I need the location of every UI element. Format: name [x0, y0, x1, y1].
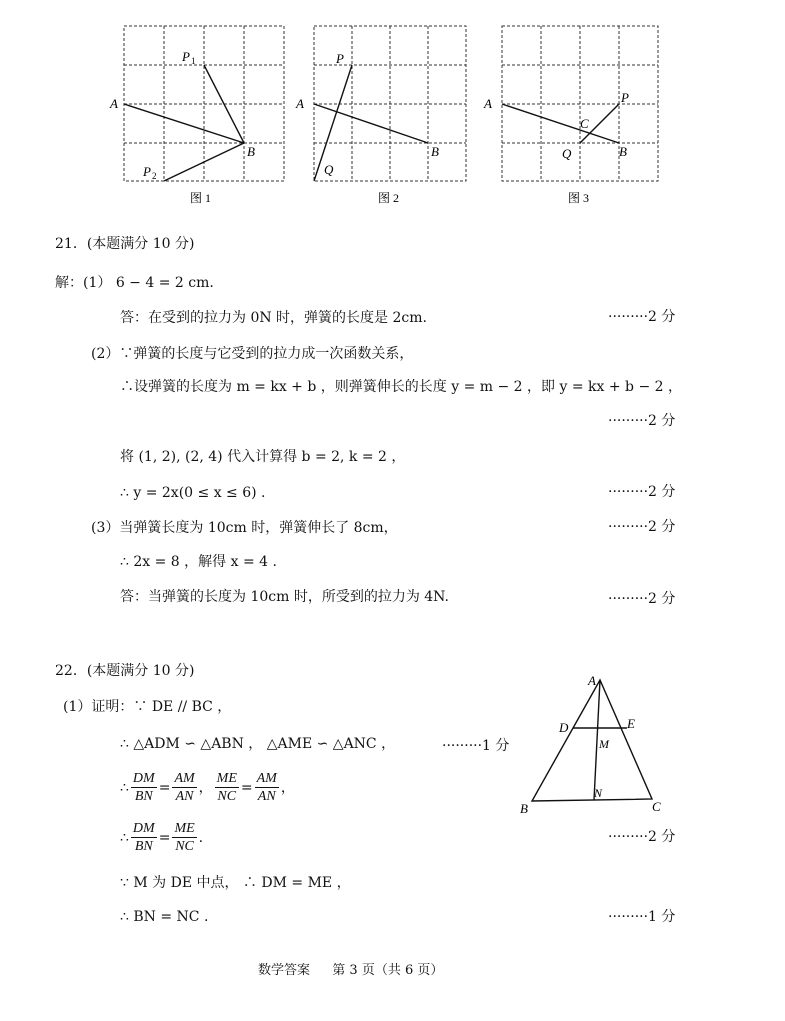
comma: ， [280, 779, 295, 796]
figure-1 [100, 18, 290, 208]
q22-title: 22．(本题满分 10 分) [55, 663, 195, 679]
q22-line1: (1）证明：∵ DE // BC ， [63, 699, 232, 715]
grid [314, 26, 466, 181]
grid [502, 26, 658, 181]
q22-line2: ∴ △ADM ∽ △ABN ， △AME ∽ △ANC ， [120, 736, 396, 752]
fraction-am-an-2: $\frac{AM}{AN}$ [256, 771, 277, 804]
label-p2-sub: 2 [152, 171, 157, 181]
label-m: M [599, 737, 609, 751]
q22-line6: ∴ BN = NC . [120, 909, 209, 925]
label-b: B [619, 144, 627, 159]
q22-fraction-row2 [120, 820, 203, 855]
figure-2-caption: 图 2 [378, 191, 400, 205]
period: . [198, 829, 204, 846]
label-q: Q [324, 162, 334, 177]
label-q: Q [562, 146, 572, 161]
label-c: C [580, 116, 589, 131]
q21-part1-answer: 答：在受到的拉力为 0N 时，弹簧的长度是 2cm. [120, 310, 427, 326]
q22-score1: ·········1 分 [442, 738, 510, 754]
label-b: B [247, 144, 255, 159]
q22-line5: ∵ M 为 DE 中点， ∴ DM = ME ， [120, 875, 351, 891]
equals-sign: = [158, 829, 171, 846]
equals-sign: = [240, 779, 253, 796]
fraction-me-nc-2: $\frac{ME}{NC}$ [174, 821, 195, 854]
label-a: A [588, 673, 596, 688]
label-d: D [559, 720, 569, 735]
label-p2: P [143, 164, 151, 179]
fraction-me-nc: $\frac{ME}{NC}$ [216, 771, 237, 804]
label-n: N [594, 786, 603, 800]
label-a: A [484, 96, 492, 111]
q21-part3-line1: (3）当弹簧长度为 10cm 时，弹簧伸长了 8cm， [91, 520, 398, 536]
segments [124, 65, 244, 181]
figure-3-caption: 图 3 [568, 191, 590, 205]
label-p1: P [182, 49, 190, 64]
fraction-dm-bn-2: $\frac{DM}{BN}$ [132, 821, 155, 854]
figure-3 [478, 18, 668, 208]
label-c: C [652, 799, 661, 814]
therefore-symbol: ∴ [120, 829, 129, 846]
q21-part2-line4: ∴ y = 2x(0 ≤ x ≤ 6) . [120, 485, 266, 501]
q21-part3-score2: ·········2 分 [608, 591, 676, 607]
q21-part1-score: ·········2 分 [608, 309, 676, 325]
equals-sign: = [158, 779, 171, 796]
footer-page: 第 3 页（共 6 页） [332, 963, 444, 978]
q22-score2: ·········2 分 [608, 829, 676, 845]
figure-1-caption: 图 1 [190, 191, 212, 205]
label-p: P [621, 90, 629, 105]
comma: ， [198, 779, 213, 796]
triangle-figure [510, 668, 680, 818]
q21-part2-line3: 将 (1, 2), (2, 4) 代入计算得 b = 2, k = 2 ， [120, 449, 406, 465]
q22-score3: ·········1 分 [608, 909, 676, 925]
segments [502, 104, 619, 143]
therefore-symbol: ∴ [120, 779, 129, 796]
label-b: B [431, 144, 439, 159]
footer [258, 962, 443, 980]
q21-part2-score1: ·········2 分 [608, 413, 676, 429]
footer-subject: 数学答案 [258, 963, 311, 978]
q21-title: 21．(本题满分 10 分) [55, 236, 195, 252]
q21-part3-answer: 答：当弹簧的长度为 10cm 时，所受到的拉力为 4N. [120, 589, 449, 605]
q21-part2-score2: ·········2 分 [608, 484, 676, 500]
label-e: E [627, 716, 635, 731]
figure-2 [290, 18, 480, 208]
q21-part3-line2: ∴ 2x = 8 ，解得 x = 4 . [120, 554, 277, 570]
q21-part1-line: 解：(1） 6 − 4 = 2 cm. [55, 275, 214, 291]
triangle-lines [532, 680, 652, 801]
label-p: P [336, 51, 344, 66]
fraction-am-an: $\frac{AM}{AN}$ [174, 771, 195, 804]
label-a: A [110, 96, 118, 111]
label-b: B [520, 801, 528, 816]
q21-part2-line2: ∴设弹簧的长度为 m = kx + b ，则弹簧伸长的长度 y = m − 2 ，即 y = kx + b − 2 ， [120, 379, 682, 395]
grid [124, 26, 284, 181]
label-a: A [296, 96, 304, 111]
q21-part2-line1: (2）∵弹簧的长度与它受到的拉力成一次函数关系， [91, 346, 414, 362]
q21-part3-score1: ·········2 分 [608, 519, 676, 535]
q22-fraction-row1 [120, 770, 295, 805]
label-p1-sub: 1 [191, 56, 196, 66]
fraction-dm-bn: $\frac{DM}{BN}$ [132, 771, 155, 804]
